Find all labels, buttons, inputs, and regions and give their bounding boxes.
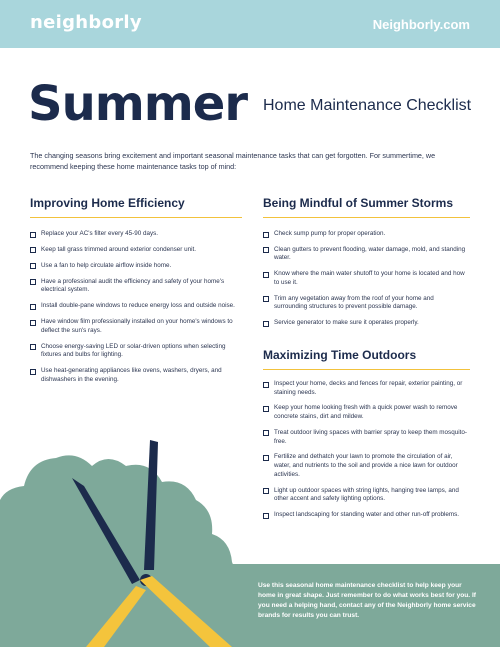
checklist-item-text: Treat outdoor living spaces with barrier spray to keep them mosquito-free.: [274, 428, 467, 445]
checklist-item-text: Inspect your home, decks and fences for repair, exterior painting, or staining needs.: [274, 380, 463, 396]
checklist-item-text: Service generator to make sure it operates properly.: [274, 319, 419, 327]
checklist-item-text: Clean gutters to prevent flooding, water damage, mold, and standing water.: [274, 245, 466, 262]
checklist-item-text: Install double-pane windows to reduce energy loss and outside noise.: [41, 302, 235, 310]
site-link[interactable]: Neighborly.com: [372, 17, 470, 32]
checkbox-icon[interactable]: [30, 279, 36, 285]
section-title-efficiency: Improving Home Efficiency: [30, 196, 185, 210]
checkbox-icon[interactable]: [30, 369, 36, 375]
checklist-item-text: Know where the main water shutoff to your home is located and how to use it.: [274, 270, 465, 286]
checklist-item-text: Keep tall grass trimmed around exterior condenser unit.: [41, 245, 197, 253]
checkbox-icon[interactable]: [30, 232, 36, 238]
page-subtitle: Home Maintenance Checklist: [263, 97, 472, 114]
footer-note: Use this seasonal home maintenance checklist to help keep your home in great shape. Just remember to do what works best for you. If you need a helping hand, contact any of the Neighborly home service brands for results you can trust.: [258, 582, 477, 619]
checklist-item: [263, 380, 468, 397]
checklist-item-text: Keep your home looking fresh with a quick power wash to remove concrete stains, dirt and mildew.: [274, 404, 458, 421]
checkbox-icon[interactable]: [263, 232, 269, 238]
checklist-item: [263, 319, 468, 328]
top-banner: [0, 0, 500, 48]
checklist-efficiency: [30, 230, 235, 392]
checklist-item: [263, 270, 468, 287]
checkbox-icon[interactable]: [30, 247, 36, 253]
checklist-item: [30, 230, 235, 239]
checklist-item-text: Use a fan to help circulate airflow inside home.: [41, 261, 172, 269]
checklist-item-text: Check sump pump for proper operation.: [274, 230, 386, 237]
checklist-storms: [263, 230, 468, 335]
checkbox-icon[interactable]: [263, 406, 269, 412]
checkbox-icon[interactable]: [30, 320, 36, 326]
section-title-storms: Being Mindful of Summer Storms: [263, 196, 454, 210]
checkbox-icon[interactable]: [263, 247, 269, 253]
checklist-item-text: Replace your AC's filter every 45-90 days.: [41, 230, 159, 237]
checklist-item-text: Use heat-generating appliances like ovens, washers, dryers, and dishwashers in the evening.: [41, 367, 222, 383]
checkbox-icon[interactable]: [30, 263, 36, 269]
section-divider: [263, 217, 470, 218]
checkbox-icon[interactable]: [263, 296, 269, 302]
checklist-item: [263, 404, 468, 421]
checkbox-icon[interactable]: [263, 382, 269, 388]
checklist-item-text: Inspect landscaping for standing water and other run-off problems.: [274, 511, 460, 519]
checkbox-icon[interactable]: [263, 321, 269, 327]
checklist-item: [263, 295, 468, 312]
page-title: Summer: [28, 76, 247, 132]
intro-paragraph: The changing seasons bring excitement and important seasonal maintenance tasks that can get forgotten. For summertime, we recommend keeping these home maintenance tasks top of mind:: [30, 151, 436, 171]
checklist-item: [30, 302, 235, 311]
checklist-item-text: Fertilize and dethatch your lawn to promote the circulation of air, water, and nutrients to the soil and provide a nice lawn for outdoor activities.: [274, 453, 458, 478]
checkbox-icon[interactable]: [30, 344, 36, 350]
section-divider: [30, 217, 242, 218]
checklist-item-text: Choose energy-saving LED or solar-driven options when selecting fixtures and bulbs for lighting.: [41, 342, 226, 359]
checklist-item: [263, 246, 468, 263]
checklist-item: [30, 318, 235, 335]
checklist-item: [30, 262, 235, 271]
checklist-item-text: Have window film professionally installed on your home's windows to deflect the sun's rays.: [41, 318, 233, 334]
checklist-item: [30, 367, 235, 384]
checklist-item: [30, 246, 235, 255]
checkbox-icon[interactable]: [30, 304, 36, 310]
checklist-item: [30, 343, 235, 360]
checklist-item: [30, 278, 235, 295]
checklist-item-text: Light up outdoor spaces with string lights, hanging tree lamps, and other accent and safety lighting options.: [274, 486, 459, 503]
checklist-item: [263, 230, 468, 239]
checkbox-icon[interactable]: [263, 272, 269, 278]
neighborly-logo: neighborly: [30, 12, 142, 33]
checklist-item-text: Trim any vegetation away from the roof of your home and surrounding structures to prevent possible damage.: [274, 294, 434, 311]
section-title-outdoors: Maximizing Time Outdoors: [263, 348, 417, 362]
section-divider: [263, 369, 470, 370]
checklist-item-text: Have a professional audit the efficiency and safety of your home's electrical system.: [41, 277, 225, 294]
